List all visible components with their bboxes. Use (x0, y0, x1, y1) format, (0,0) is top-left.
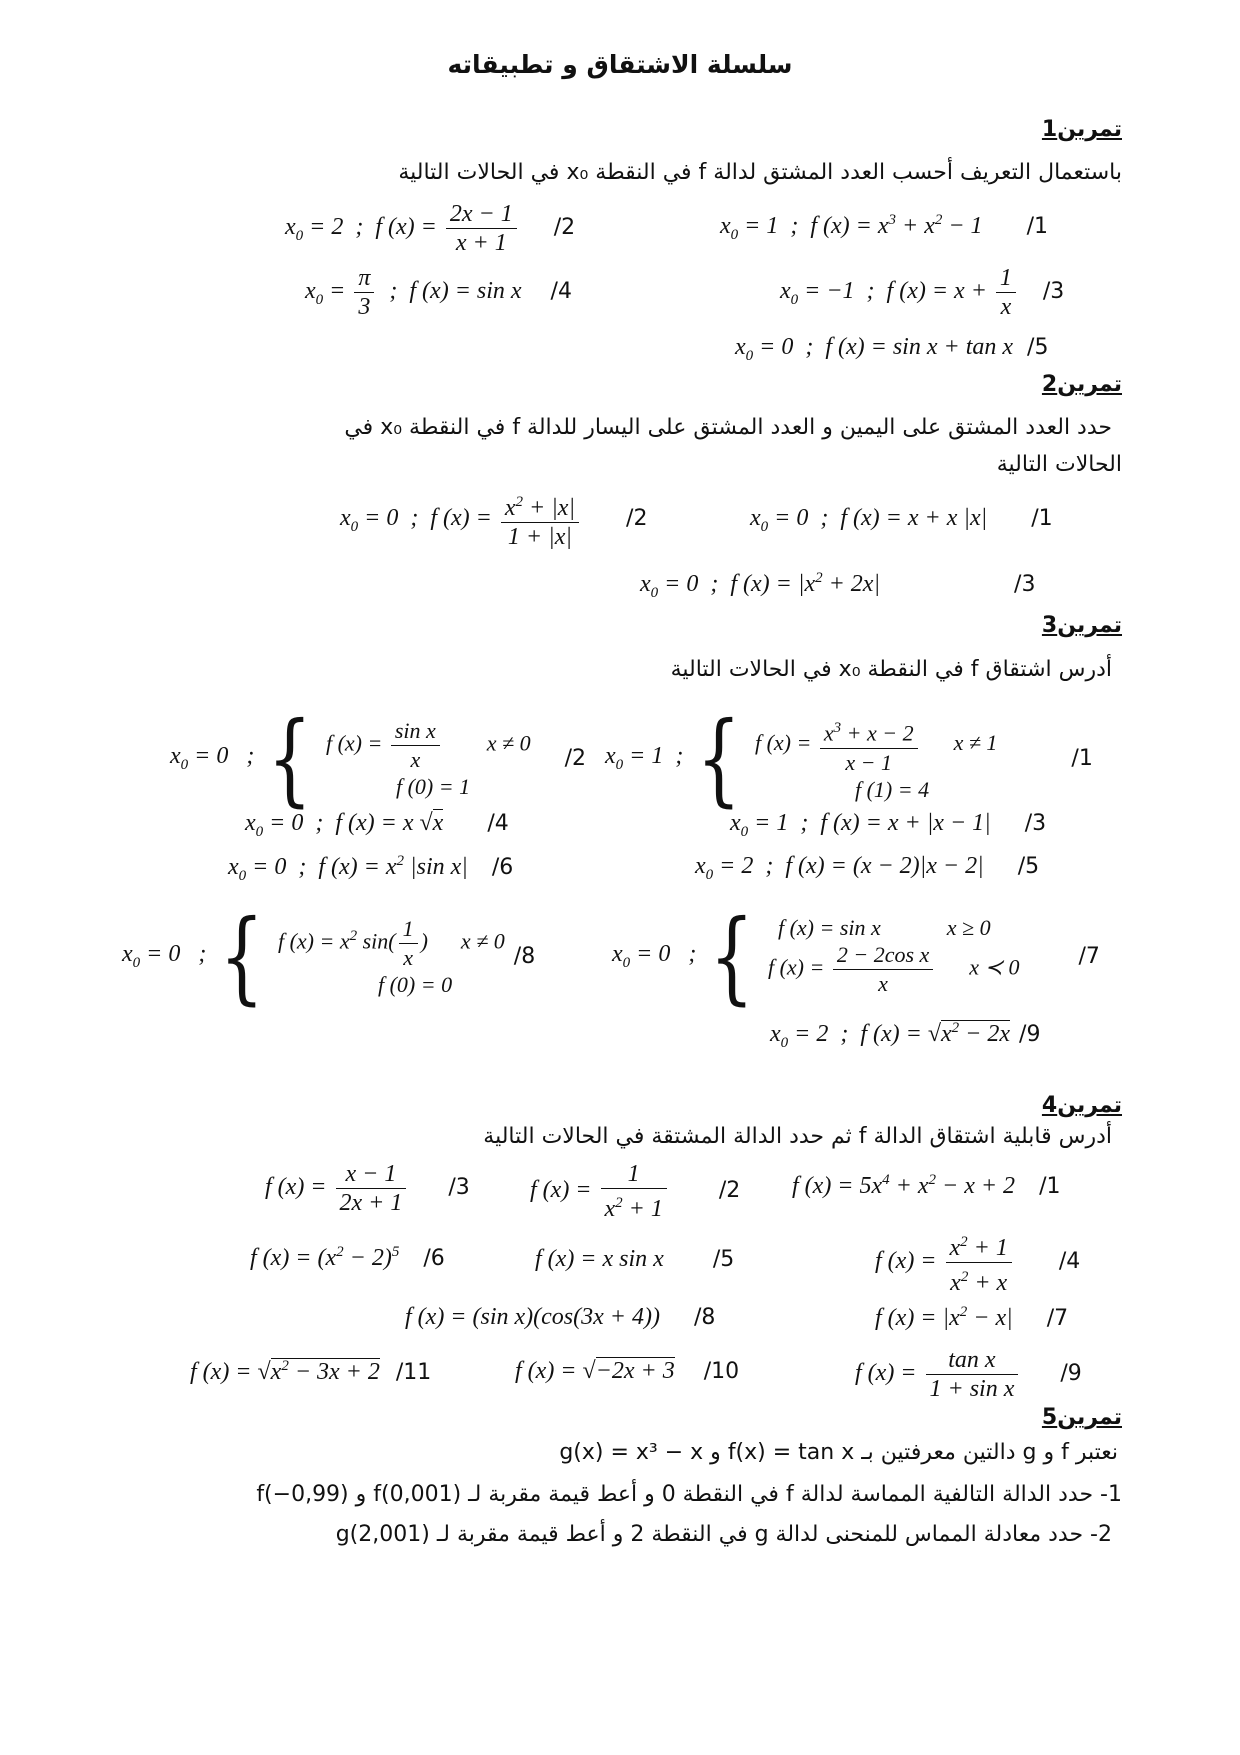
ex1-item-5: $x_0 = 0$ ; f (x) = sin x + tan x /5 (735, 334, 1049, 364)
ex1-item-4: $x_0$ = $\frac{\pi}{3}$ ; f (x) = sin x /4 (305, 265, 572, 320)
exercise-1-statement: باستعمال التعريف أحسب العدد المشتق لدالة f في النقطة x₀ في الحالات التالية (398, 160, 1122, 185)
ex3-item-6: $x_0 = 0$ ; f $(x) = x^2$ |sin x| /6 (228, 853, 514, 884)
ex4-item-5: f (x) = x sin x /5 (535, 1246, 735, 1272)
page-title: سلسلة الاشتقاق و تطبيقاته (447, 50, 793, 79)
ex3-item-4: $x_0 = 0$ ; f (x) = x √x /4 (245, 810, 509, 840)
ex1-item-3: $x_0 = -1$ ; f (x) = x + $\frac{1}{x}$ /3 (780, 265, 1065, 320)
ex2-item-3: $x_0 = 0$ ; f $(x) = |x^2 + 2x|$ /3 (640, 570, 1036, 601)
ex4-item-11: f $(x) = √x^2 - 3x + 2$ /11 (190, 1358, 432, 1385)
exercise-5-question-1: 1- حدد الدالة التالفية المماسة لدالة f في النقطة 0 و أعط قيمة مقربة لـ f(0,001) و f(−0,99) (256, 1482, 1122, 1507)
exercise-3-heading: تمرين3 (1041, 613, 1122, 638)
ex3-item-7: $x_0 = 0$ ; { f (x) = sin x x ≥ 0 f (x) = $\frac{\text{2 − 2cos x}}{x}$ x ≺ 0 /7 (612, 898, 1100, 1015)
ex2-item-1: $x_0 = 0$ ; f (x) = x + x |x| /1 (750, 505, 1053, 535)
ex4-item-2: f (x) = $\frac{1}{x^2 + 1}$ /2 (530, 1161, 741, 1222)
ex4-item-10: f (x) = √−2x + 3 /10 (515, 1358, 740, 1384)
ex4-item-7: f $(x) = |x^2 - x|$ /7 (875, 1304, 1069, 1331)
ex3-item-3: $x_0 = 1$ ; f (x) = x + |x − 1| /3 (730, 810, 1047, 840)
ex3-item-1: $x_0 = 1$ ; { f (x) = $\frac{x^3 + x - 2}{x - 1}$ x ≠ 1 f (1) = 4 /1 (605, 700, 1093, 817)
exercise-2-statement-line1: حدد العدد المشتق على اليمين و العدد المشتق على اليسار للدالة f في النقطة x₀ في (344, 415, 1112, 440)
ex3-item-8: $x_0 = 0$ ; { f $(x) = x^2$ sin( $\frac{1}{x}$ ) x ≠ 0 f (0) = 0 /8 (122, 898, 536, 1015)
ex4-item-9: f (x) = $\frac{\text{tan x}}{\text{1 + sin x}}$ /9 (855, 1347, 1082, 1402)
ex4-item-4: f (x) = $\frac{x^2 + 1}{x^2 + x}$ /4 (875, 1234, 1081, 1296)
exercise-5-question-2: 2- حدد معادلة المماس للمنحنى لدالة g في النقطة 2 و أعط قيمة مقربة لـ g(2,001) (335, 1522, 1112, 1547)
exercise-2-heading: تمرين2 (1041, 372, 1122, 397)
ex4-item-3: f (x) = $\frac{x - 1}{2x + 1}$ /3 (265, 1161, 470, 1216)
exercise-5-intro: نعتبر f و g دالتين معرفتين بـ f(x) = tan x و g(x) = x³ − x (559, 1440, 1118, 1465)
exercise-4-heading: تمرين4 (1041, 1093, 1122, 1118)
ex2-item-2: $x_0 = 0$ ; f (x) = $\frac{x^2 + |x|}{1 + |x|}$ /2 (340, 494, 648, 550)
ex4-item-8: f (x) = (sin x)(cos(3x + 4)) /8 (405, 1304, 716, 1330)
exercise-1-heading: تمرين1 (1041, 117, 1122, 142)
ex3-item-5: $x_0 = 2$ ; f (x) = (x − 2)|x − 2| /5 (695, 853, 1040, 883)
exercise-2-statement-line2: الحالات التالية (996, 452, 1122, 477)
ex3-item-2: $x_0 = 0$ ; { f (x) = $\frac{\text{sin x}}{x}$ x ≠ 0 f (0) = 1 /2 (170, 700, 587, 817)
ex4-item-6: f $(x) = (x^2 - 2)^5$ /6 (250, 1244, 445, 1271)
ex1-item-1: $x_0 = 1$ ; f $(x) = x^3 + x^2 - 1$ /1 (720, 212, 1048, 243)
exercise-5-heading: تمرين5 (1041, 1405, 1122, 1430)
exercise-4-statement: أدرس قابلية اشتقاق الدالة f ثم حدد الدالة المشتقة في الحالات التالية (483, 1124, 1112, 1149)
ex4-item-1: f $(x) = 5x^4 + x^2 - x + 2$ /1 (792, 1172, 1061, 1199)
exercise-3-statement: أدرس اشتقاق f في النقطة x₀ في الحالات التالية (670, 657, 1112, 682)
ex3-item-9: $x_0 = 2$ ; f $(x) = √x^2 - 2x$ /9 (770, 1020, 1041, 1051)
ex1-item-2: $x_0 = 2$ ; f (x) = $\frac{2x - 1}{x + 1}$ /2 (285, 201, 576, 256)
